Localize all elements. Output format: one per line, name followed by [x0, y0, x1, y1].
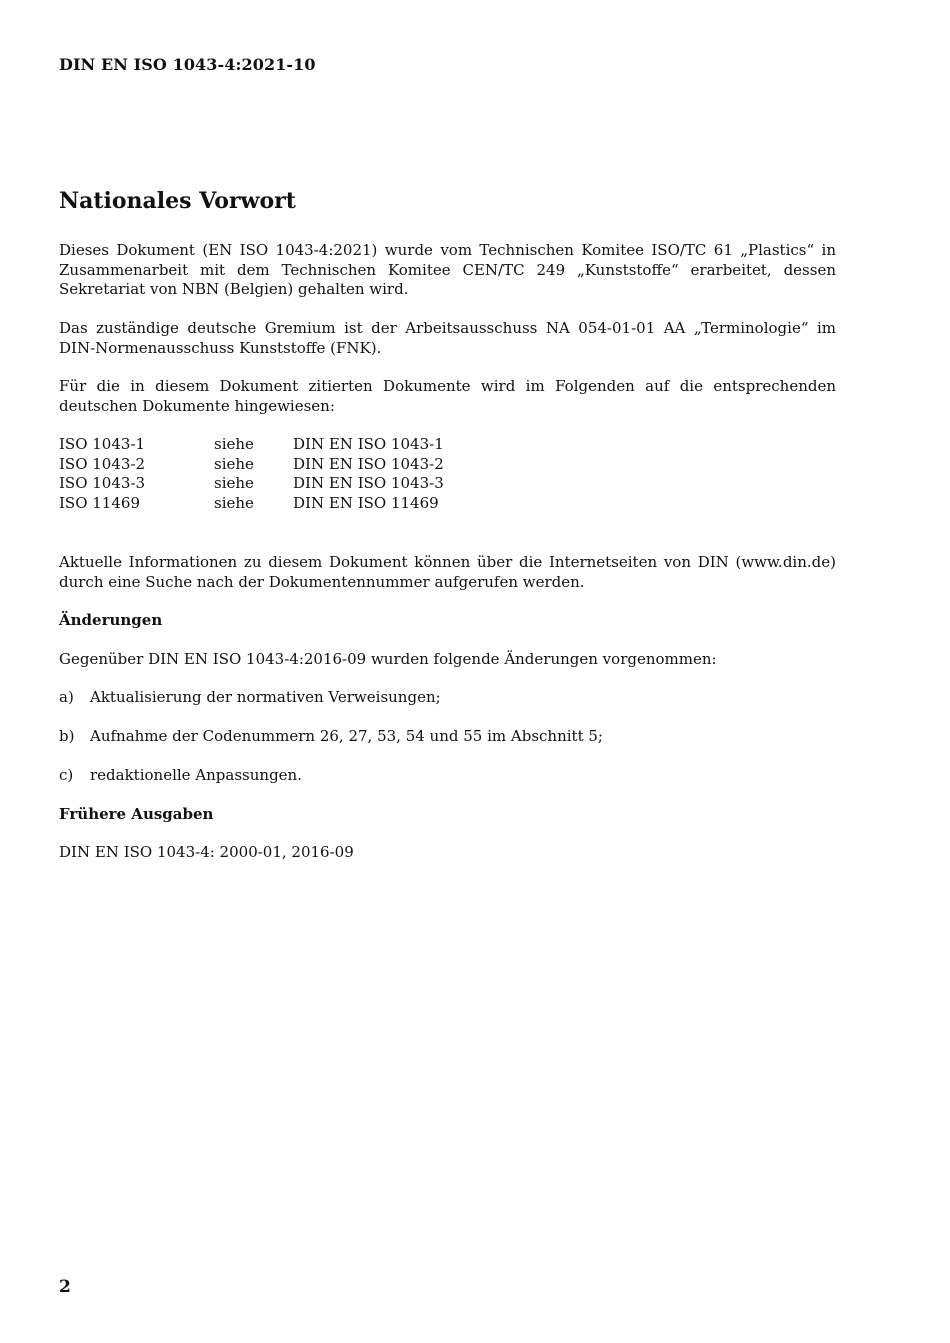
paragraph-changes-intro: Gegenüber DIN EN ISO 1043-4:2016-09 wurden folgende Änderungen vorgenommen: — [59, 650, 717, 668]
din-reference: DIN EN ISO 11469 — [293, 493, 439, 512]
list-item — [59, 727, 603, 747]
relation-word: siehe — [214, 454, 254, 473]
paragraph-current-info: Aktuelle Informationen zu diesem Dokument können über die Internetseiten von DIN (www.din.de) durch eine Suche nach der Dokumentennummer aufgerufen werden. — [59, 553, 836, 591]
table-row — [59, 474, 444, 494]
list-marker: a) — [59, 688, 74, 706]
list-item — [59, 688, 441, 708]
paragraph-previous-editions: DIN EN ISO 1043-4: 2000-01, 2016-09 — [59, 843, 354, 861]
relation-word: siehe — [214, 493, 254, 512]
paragraph-german-committee: Das zuständige deutsche Gremium ist der Arbeitsausschuss NA 054-01-01 AA „Terminologie“ im DIN-Normenausschuss Kunststoffe (FNK). — [59, 319, 836, 357]
iso-reference: ISO 11469 — [59, 493, 140, 512]
relation-word: siehe — [214, 474, 254, 492]
page-number: 2 — [59, 1277, 71, 1297]
section-title: Nationales Vorwort — [59, 188, 296, 214]
paragraph-committee: Dieses Dokument (EN ISO 1043-4:2021) wurde vom Technischen Komitee ISO/TC 61 „Plastics“ in Zusammenarbeit mit dem Technischen Komitee CEN/TC 249 „Kunststoffe“ erarbeitet, dessen Sekretariat von NBN (Belgien) gehalten wird. — [59, 241, 836, 298]
reference-table — [59, 435, 444, 513]
document-header: DIN EN ISO 1043-4:2021-10 — [59, 55, 316, 74]
din-reference: DIN EN ISO 1043-2 — [293, 454, 444, 473]
changes-heading: Änderungen — [59, 611, 163, 629]
list-item-text: redaktionelle Anpassungen. — [90, 766, 302, 784]
previous-editions-heading: Frühere Ausgaben — [59, 805, 214, 823]
list-item — [59, 766, 302, 786]
table-row — [59, 494, 444, 514]
iso-reference: ISO 1043-3 — [59, 474, 146, 492]
iso-reference: ISO 1043-1 — [59, 435, 146, 453]
list-marker: c) — [59, 766, 74, 784]
relation-word: siehe — [214, 435, 254, 453]
list-item-text: Aufnahme der Codenummern 26, 27, 53, 54 und 55 im Abschnitt 5; — [90, 727, 603, 745]
list-item-text: Aktualisierung der normativen Verweisungen; — [90, 688, 441, 706]
list-marker: b) — [59, 727, 75, 745]
table-row — [59, 435, 444, 455]
din-reference: DIN EN ISO 1043-1 — [293, 435, 444, 453]
iso-reference: ISO 1043-2 — [59, 454, 146, 473]
din-reference: DIN EN ISO 1043-3 — [293, 474, 444, 492]
paragraph-cited-documents: Für die in diesem Dokument zitierten Dokumente wird im Folgenden auf die entsprechenden deutschen Dokumente hingewiesen: — [59, 377, 836, 415]
table-row — [59, 455, 444, 475]
